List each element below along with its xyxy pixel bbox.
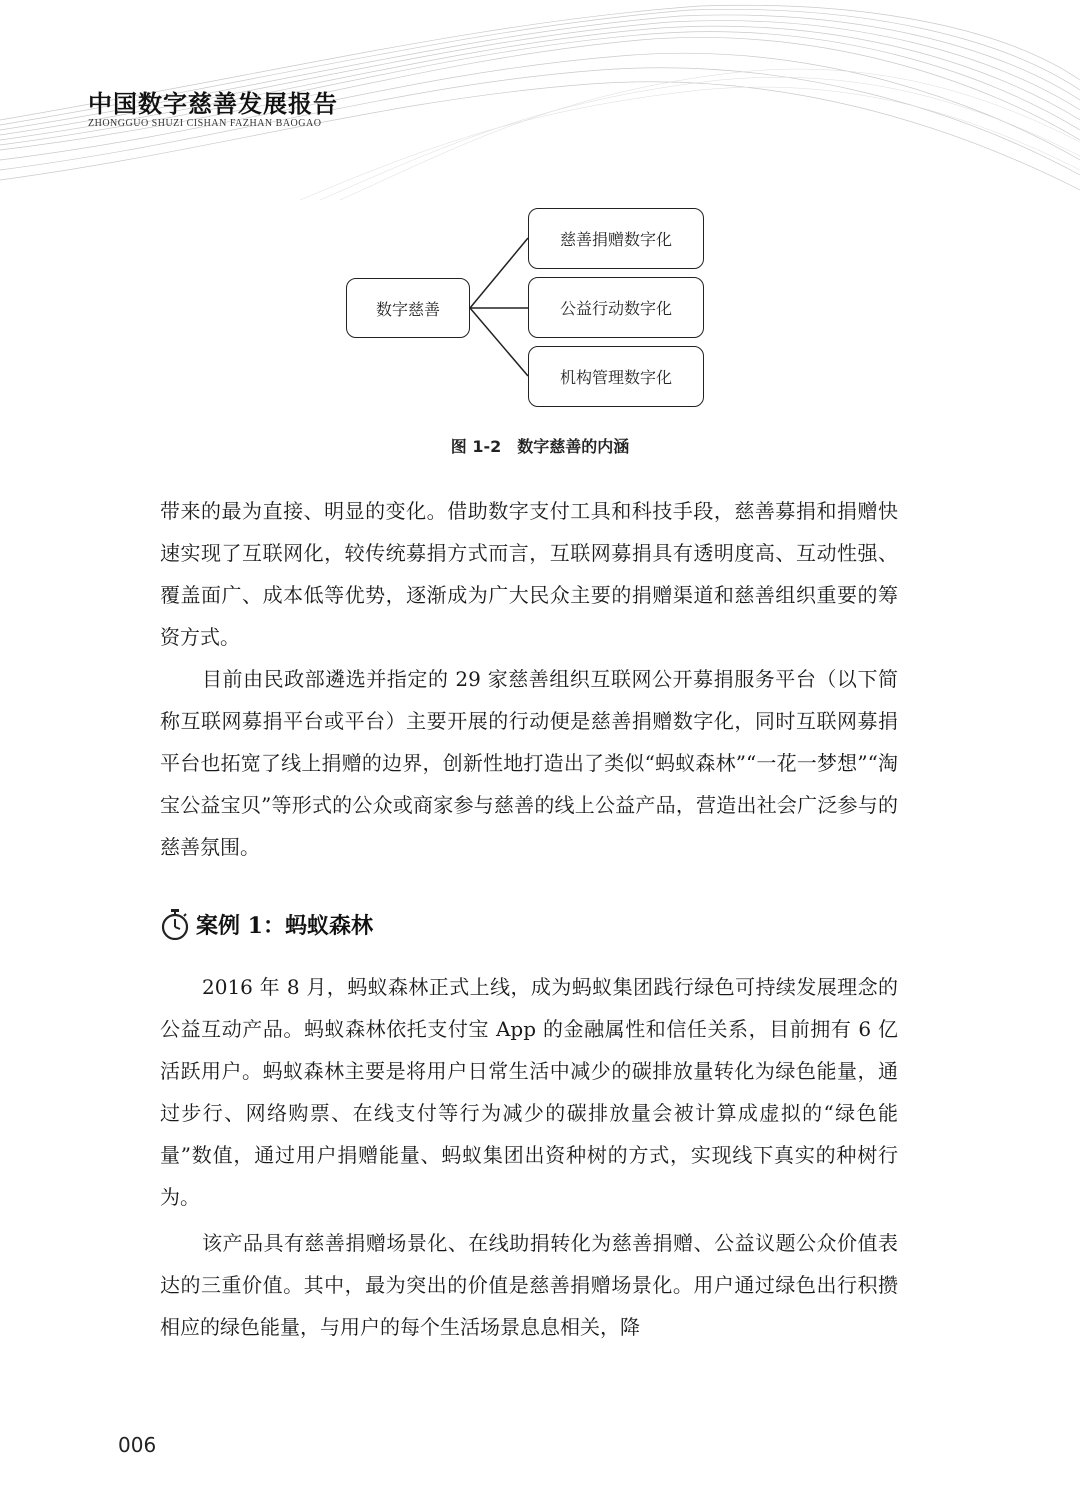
concept-diagram	[340, 200, 710, 420]
report-title-pinyin: ZHONGGUO SHUZI CISHAN FAZHAN BAOGAO	[88, 118, 322, 129]
page-number: 006	[118, 1433, 157, 1457]
diagram-branch-node: 公益行动数字化	[528, 277, 704, 338]
paragraph: 该产品具有慈善捐赠场景化、在线助捐转化为慈善捐赠、公益议题公众价值表达的三重价值。其中，最为突出的价值是慈善捐赠场景化。用户通过绿色出行积攒相应的绿色能量，与用户的每个生活场景息息相关，降	[160, 1231, 898, 1339]
paragraph: 带来的最为直接、明显的变化。借助数字支付工具和科技手段，慈善募捐和捐赠快速实现了互联网化，较传统募捐方式而言，互联网募捐具有透明度高、互动性强、覆盖面广、成本低等优势，逐渐成为广大民众主要的捐赠渠道和慈善组织重要的筹资方式。	[160, 499, 898, 649]
diagram-branch-node: 机构管理数字化	[528, 346, 704, 407]
report-title: 中国数字慈善发展报告	[88, 90, 338, 118]
diagram-root-node: 数字慈善	[346, 278, 470, 338]
paragraph: 2016 年 8 月，蚂蚁森林正式上线，成为蚂蚁集团践行绿色可持续发展理念的公益互动产品。蚂蚁森林依托支付宝 App 的金融属性和信任关系，目前拥有 6 亿活跃用户。蚂蚁森林主要是将用户日常生活中减少的碳排放量转化为绿色能量，通过步行、网络购票、在线支付等行为减少的碳排放量会被计算成虚拟的“绿色能量”数值，通过用户捐赠能量、蚂蚁集团出资种树的方式，实现线下真实的种树行为。	[160, 975, 898, 1209]
paragraph: 目前由民政部遴选并指定的 29 家慈善组织互联网公开募捐服务平台（以下简称互联网募捐平台或平台）主要开展的行动便是慈善捐赠数字化，同时互联网募捐平台也拓宽了线上捐赠的边界，创新性地打造出了类似“蚂蚁森林”“一花一梦想”“淘宝公益宝贝”等形式的公众或商家参与慈善的线上公益产品，营造出社会广泛参与的慈善氛围。	[160, 667, 898, 859]
case-heading	[160, 904, 373, 944]
figure-caption: 图 1-2 数字慈善的内涵	[450, 437, 630, 456]
diagram-branch-node: 慈善捐赠数字化	[528, 208, 704, 269]
case-title: 案例 1：蚂蚁森林	[196, 912, 373, 939]
stopwatch-icon	[160, 908, 190, 940]
